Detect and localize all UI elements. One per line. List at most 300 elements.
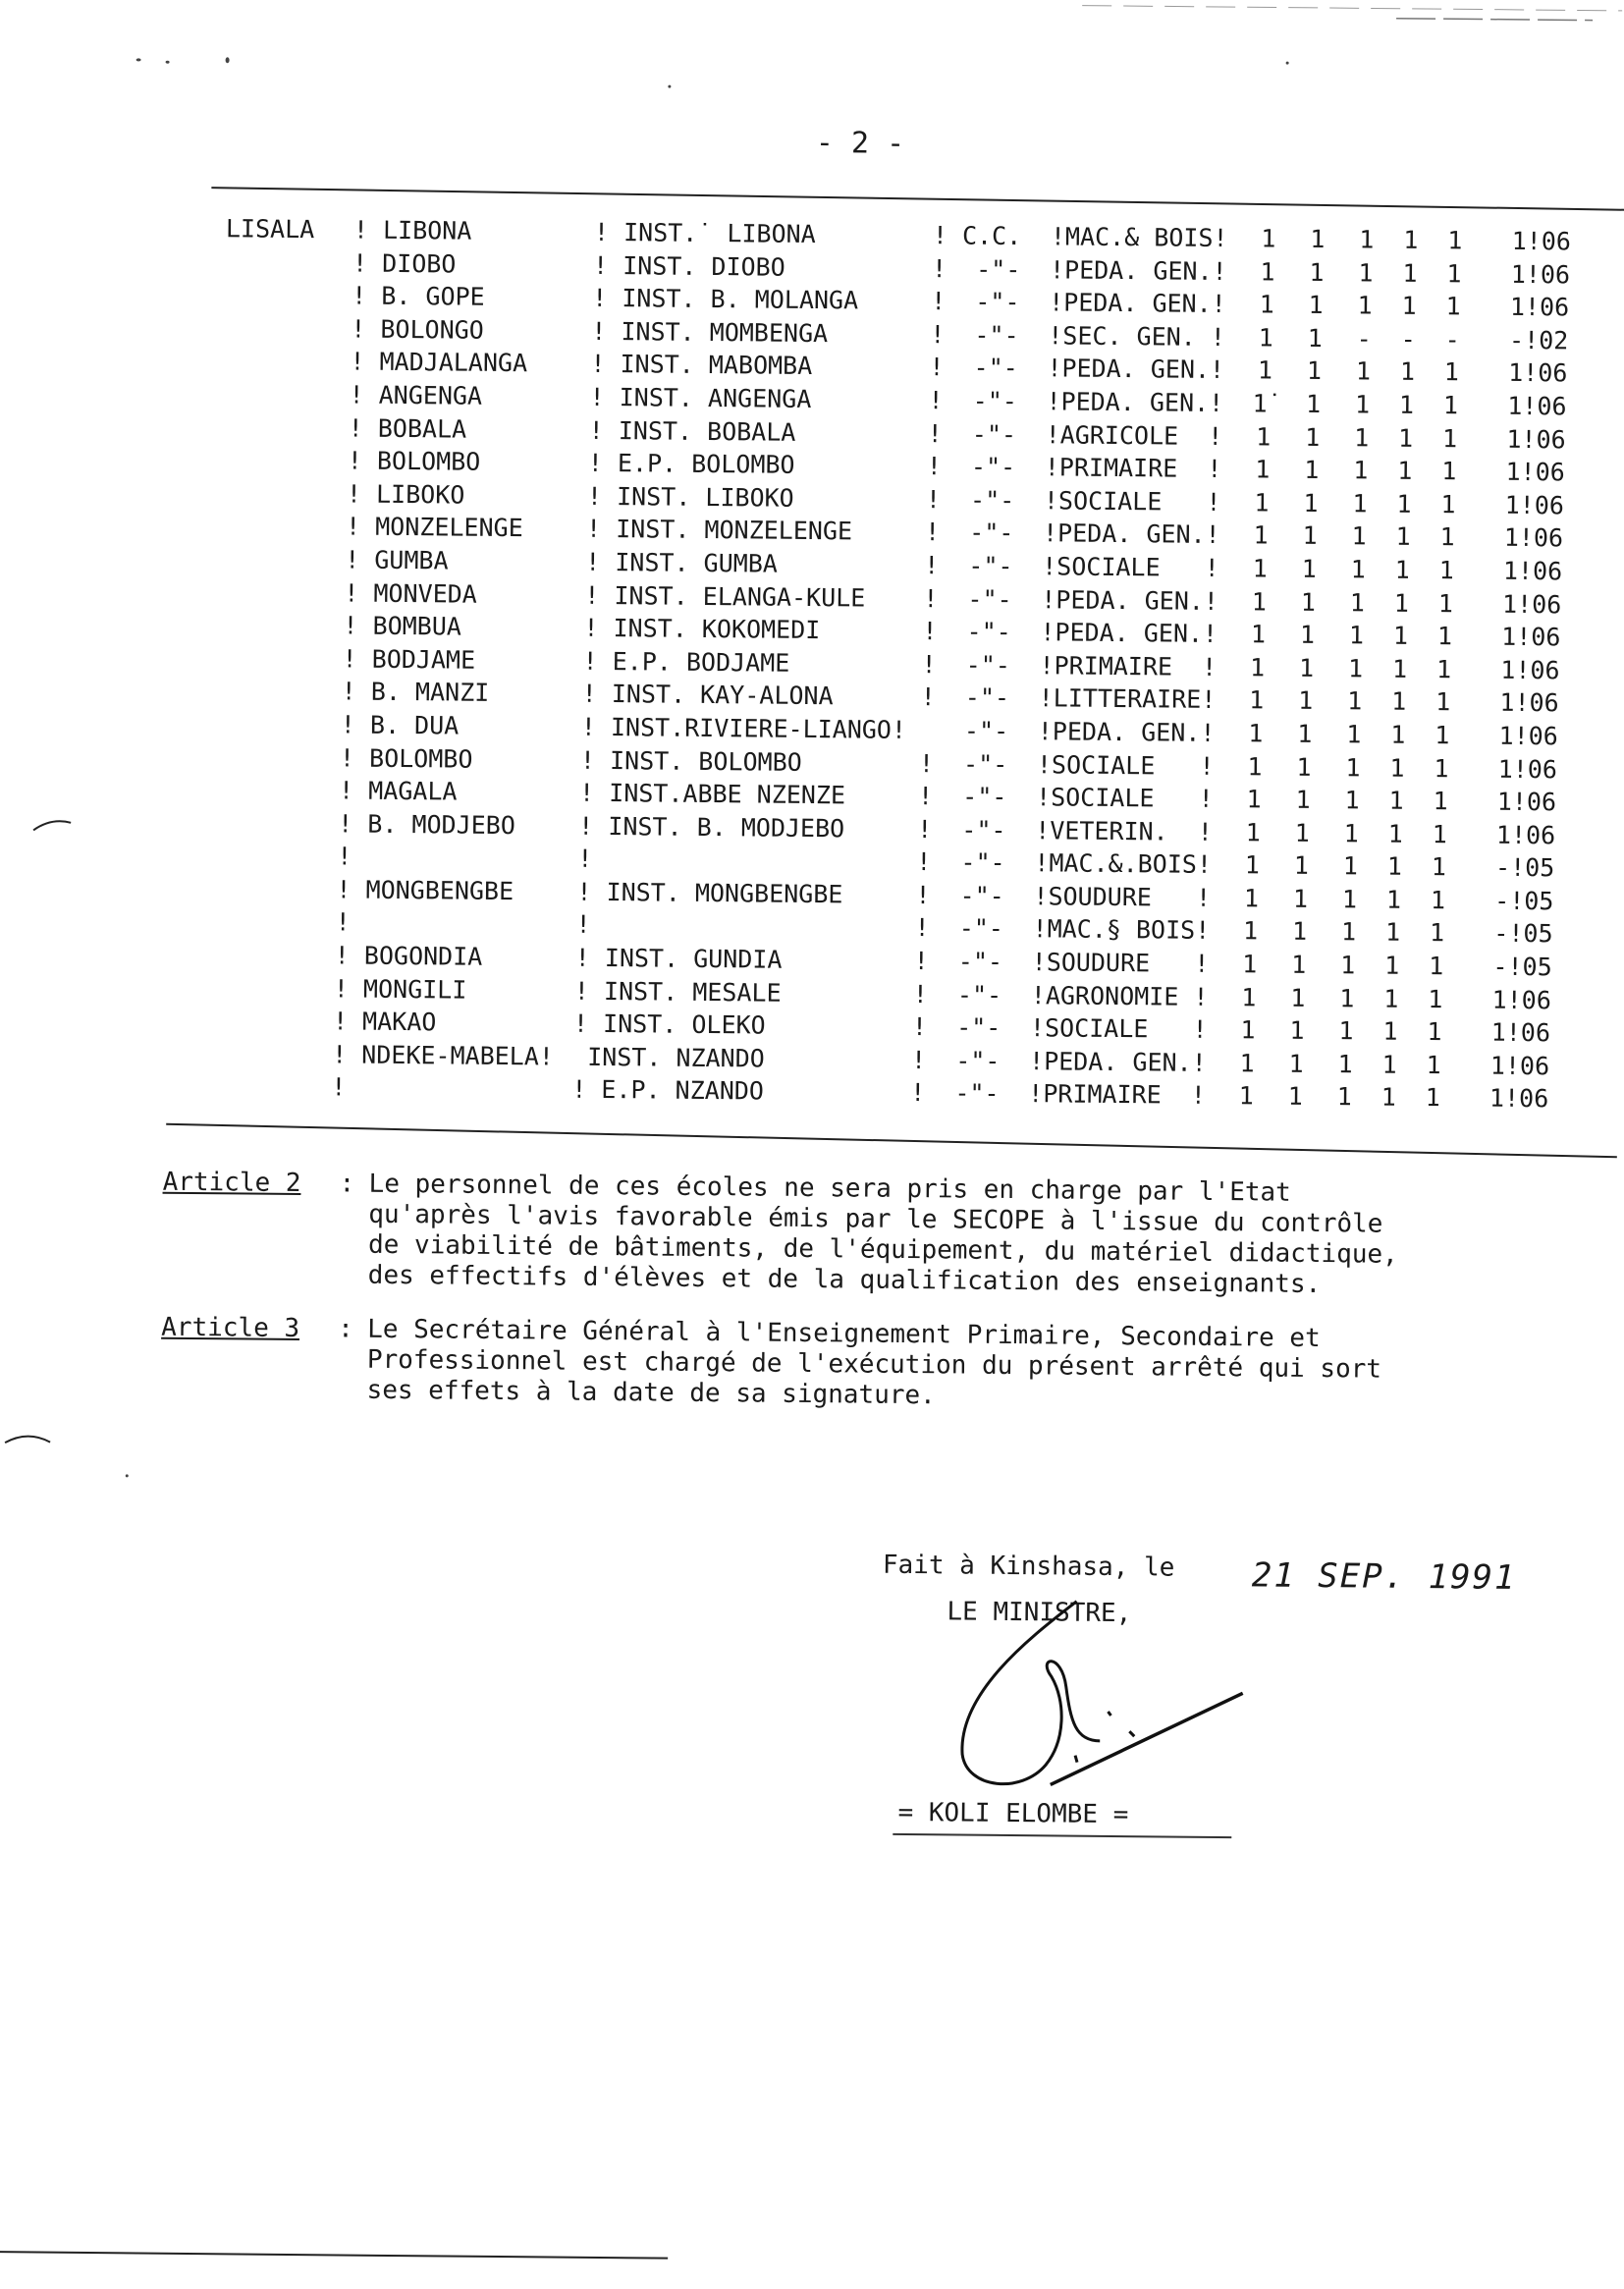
class-count-cell: 1 xyxy=(1441,290,1465,323)
class-count-cell: 1 xyxy=(1385,751,1409,785)
total-cell: 1!06 xyxy=(1483,390,1566,423)
article-line: qu'après l'avis favorable émis par le SECOPE à l'issue du contrôle xyxy=(368,1200,1448,1241)
class-count-cell: 1˙ xyxy=(1252,387,1275,420)
class-count-cell: 1 xyxy=(1343,685,1367,719)
section-cell: !SOCIALE ! xyxy=(1044,484,1221,518)
type-cell: ! -"- xyxy=(931,285,1020,318)
class-count-cell: 1 xyxy=(1235,1047,1259,1080)
type-cell: ! -"- xyxy=(917,813,1006,846)
school-cell: ! INST. KOKOMEDI xyxy=(583,612,820,647)
locality-cell: ! LIBONA xyxy=(353,214,472,248)
footer-rule xyxy=(0,2251,668,2260)
class-count-cell: 1 xyxy=(1254,321,1277,354)
total-cell: 1!06 xyxy=(1468,983,1551,1016)
class-count-cell: 1 xyxy=(1290,816,1314,849)
total-cell: 1!06 xyxy=(1482,456,1565,489)
signatory-title: LE MINISTRE, xyxy=(947,1597,1131,1628)
class-count-cell: 1 xyxy=(1283,1080,1307,1114)
class-count-cell: 1 xyxy=(1350,388,1374,421)
class-count-cell: 1 xyxy=(1346,553,1370,586)
total-cell: 1!06 xyxy=(1476,686,1559,720)
class-count-cell: 1 xyxy=(1350,421,1374,455)
class-count-cell: 1 xyxy=(1386,719,1410,752)
class-count-cell: 1 xyxy=(1246,618,1270,651)
class-count-cell: 1 xyxy=(1399,224,1423,257)
class-count-cell: 1 xyxy=(1306,223,1329,256)
section-cell: !PEDA. GEN.! xyxy=(1050,253,1227,288)
article-line: ses effets à la date de sa signature. xyxy=(366,1376,1446,1417)
section-cell: !MAC.& BOIS! xyxy=(1051,220,1228,254)
class-count-cell: 1 xyxy=(1301,420,1325,454)
school-cell: ! INST. DIOBO xyxy=(593,248,785,283)
class-count-cell: 1 xyxy=(1293,718,1317,751)
page-number: - 2 - xyxy=(816,126,905,161)
type-cell: ! -"- xyxy=(924,549,1013,582)
school-cell: ! E.P. BOLOMBO xyxy=(588,447,795,482)
school-cell: ! INST. BOBALA xyxy=(589,413,796,449)
class-count-cell: 1 xyxy=(1379,1015,1402,1049)
class-count-cell: 1 xyxy=(1253,354,1276,388)
locality-cell: ! MONZELENGE xyxy=(346,511,523,545)
schools-table xyxy=(217,212,226,1103)
article-2 xyxy=(162,1168,1449,1302)
class-count-cell: 1 xyxy=(1286,981,1310,1014)
type-cell: ! -"- xyxy=(916,845,1005,879)
class-count-cell: 1 xyxy=(1436,488,1460,521)
section-cell: !PEDA. GEN.! xyxy=(1046,385,1223,419)
locality-cell: ! MONVEDA xyxy=(344,576,477,611)
section-cell: !SOUDURE ! xyxy=(1033,880,1211,914)
school-cell: ! INST.ABBE NZENZE xyxy=(579,777,845,812)
class-count-cell: 1 xyxy=(1300,454,1324,487)
class-count-cell: 1 xyxy=(1336,949,1360,982)
locality-cell: ! MAGALA xyxy=(339,774,458,808)
type-cell: ! -"- xyxy=(923,582,1012,616)
section-cell: !VETERIN. ! xyxy=(1035,814,1213,848)
total-cell: -!05 xyxy=(1469,917,1552,951)
total-cell: 1!06 xyxy=(1472,818,1555,851)
total-cell: -!05 xyxy=(1470,884,1553,917)
class-count-cell: 1 xyxy=(1251,453,1274,486)
class-count-cell: 1 xyxy=(1298,519,1322,553)
class-count-cell: 1 xyxy=(1422,1049,1445,1082)
class-count-cell: 1 xyxy=(1377,1081,1400,1115)
class-count-cell: 1 xyxy=(1234,1080,1258,1114)
class-count-cell: 1 xyxy=(1394,389,1418,422)
class-count-cell: 1 xyxy=(1430,752,1453,786)
class-count-cell: 1 xyxy=(1296,585,1320,619)
class-count-cell: 1 xyxy=(1347,520,1371,554)
class-count-cell: 1 xyxy=(1257,222,1280,255)
class-count-cell: 1 xyxy=(1342,718,1366,751)
class-count-cell: 1 xyxy=(1295,619,1319,652)
locality-cell: ! BOLOMBO xyxy=(348,445,481,479)
total-cell: 1!06 xyxy=(1465,1082,1548,1116)
class-count-cell: 1 xyxy=(1382,850,1406,884)
class-count-cell: 1 xyxy=(1288,883,1312,916)
class-count-cell: 1 xyxy=(1237,981,1261,1014)
class-count-cell: 1 xyxy=(1427,850,1450,884)
school-cell: ! INST. MESALE xyxy=(574,974,782,1009)
type-cell: ! -"- xyxy=(913,978,1002,1011)
locality-cell: ! GUMBA xyxy=(345,543,449,577)
locality-cell: ! xyxy=(335,906,350,940)
article-colon: : xyxy=(337,1314,367,1405)
class-count-cell: 1 xyxy=(1341,751,1365,785)
class-count-cell: - xyxy=(1352,322,1376,355)
locality-cell: ! BOLOMBO xyxy=(340,741,473,776)
locality-cell: ! xyxy=(337,841,352,874)
class-count-cell: 1 xyxy=(1242,783,1266,816)
class-count-cell: 1 xyxy=(1398,256,1422,290)
class-count-cell: 1 xyxy=(1236,1013,1260,1047)
class-count-cell: 1 xyxy=(1425,950,1448,983)
class-count-cell: 1 xyxy=(1389,586,1413,620)
article-line: Le personnel de ces écoles ne sera pris en charge par l'Etat xyxy=(368,1170,1448,1211)
class-count-cell: 1 xyxy=(1303,322,1326,355)
class-count-cell: 1 xyxy=(1421,1081,1444,1115)
section-cell: !PEDA. GEN.! xyxy=(1038,715,1216,749)
table-top-rule xyxy=(211,187,1624,211)
signatory-name: = KOLI ELOMBE = xyxy=(897,1798,1128,1829)
type-cell: ! -"- xyxy=(928,417,1017,451)
class-count-cell: 1 xyxy=(1344,619,1368,652)
locality-cell: ! MONGBENGBE xyxy=(336,873,514,907)
type-cell: ! C.C. xyxy=(933,219,1022,252)
type-cell: ! -"- xyxy=(918,780,1007,813)
class-count-cell: 1 xyxy=(1336,916,1360,950)
class-count-cell: 1 xyxy=(1434,587,1457,621)
school-cell: ! xyxy=(575,908,590,942)
type-cell: ! -"- xyxy=(914,945,1003,978)
class-count-cell: 1 xyxy=(1387,685,1411,719)
class-count-cell: 1 xyxy=(1438,389,1462,422)
article-label: Article 2 xyxy=(162,1168,340,1291)
class-count-cell: 1 xyxy=(1338,849,1362,883)
school-cell: ! INST. MABOMBA xyxy=(590,348,812,383)
section-cell: !SOCIALE ! xyxy=(1030,1011,1208,1046)
locality-cell: ! B. MODJEBO xyxy=(338,807,515,842)
type-cell: -"- xyxy=(920,714,1009,747)
class-count-cell: 1 xyxy=(1302,354,1326,388)
type-cell: ! -"- xyxy=(927,450,1016,483)
class-count-cell: 1 xyxy=(1378,1048,1401,1081)
class-count-cell: 1 xyxy=(1397,290,1421,323)
class-count-cell: 1 xyxy=(1432,653,1455,686)
class-count-cell: 1 xyxy=(1252,420,1275,454)
total-cell: 1!06 xyxy=(1478,587,1561,621)
class-count-cell: 1 xyxy=(1426,884,1449,917)
class-count-cell: 1 xyxy=(1285,1014,1309,1048)
class-count-cell: 1 xyxy=(1353,289,1377,322)
total-cell: 1!06 xyxy=(1484,356,1567,390)
locality-cell: ! MAKAO xyxy=(333,1006,437,1040)
type-cell: ! -"- xyxy=(929,352,1018,385)
class-count-cell: 1 xyxy=(1333,1048,1357,1081)
section-cell: !SOCIALE ! xyxy=(1042,550,1219,584)
class-count-cell: 1 xyxy=(1437,455,1461,488)
stamped-date: 21 SEP. 1991 xyxy=(1252,1555,1517,1598)
school-cell: ! INST. B. MODJEBO xyxy=(578,809,844,845)
signatory-underline xyxy=(893,1833,1231,1838)
locality-cell: ! BODJAME xyxy=(342,642,475,677)
locality-cell: ! B. DUA xyxy=(341,708,460,742)
class-count-cell: 1 xyxy=(1428,818,1451,851)
class-count-cell: 1 xyxy=(1287,915,1311,949)
type-cell: ! -"- xyxy=(911,1044,1001,1077)
class-count-cell: 1 xyxy=(1431,719,1454,752)
class-count-cell: 1 xyxy=(1335,982,1359,1015)
class-count-cell: 1 xyxy=(1345,586,1369,620)
section-cell: !PEDA. GEN.! xyxy=(1047,353,1224,387)
total-cell: -!02 xyxy=(1485,323,1568,356)
school-cell: ! INST. LIBOKO xyxy=(587,480,794,516)
article-line: Professionnel est chargé de l'exécution du présent arrêté qui sort xyxy=(367,1345,1447,1387)
class-count-cell: 1 xyxy=(1243,750,1267,784)
class-count-cell: 1 xyxy=(1424,983,1447,1016)
class-count-cell: 1 xyxy=(1390,554,1414,587)
class-count-cell: 1 xyxy=(1425,916,1448,950)
class-count-cell: 1 xyxy=(1256,255,1279,289)
locality-cell: ! BOLONGO xyxy=(351,312,484,347)
type-cell: ! -"- xyxy=(932,252,1021,286)
locality-cell: ! MONGILI xyxy=(334,972,467,1007)
total-cell: 1!06 xyxy=(1474,752,1557,786)
signing-place: Fait à Kinshasa, le xyxy=(883,1551,1175,1583)
section-cell: !MAC.&.BOIS! xyxy=(1034,846,1212,881)
locality-cell: ! ANGENGA xyxy=(349,378,482,412)
section-cell: !AGRONOMIE ! xyxy=(1031,979,1209,1013)
class-count-cell: 1 xyxy=(1291,784,1315,817)
class-count-cell: 1 xyxy=(1435,554,1458,587)
type-cell: ! -"- xyxy=(912,1010,1001,1044)
class-count-cell: 1 xyxy=(1245,684,1269,718)
type-cell: ! -"- xyxy=(930,318,1019,352)
class-count-cell: 1 xyxy=(1292,750,1316,784)
total-cell: -!05 xyxy=(1469,951,1552,984)
school-cell: ! INST. B. MOLANGA xyxy=(592,282,858,317)
class-count-cell: 1 xyxy=(1240,849,1264,883)
school-cell: ! E.P. NZANDO xyxy=(571,1073,764,1108)
class-count-cell: 1 xyxy=(1284,1048,1308,1081)
class-count-cell: 1 xyxy=(1297,553,1321,586)
class-count-cell: 1 xyxy=(1433,620,1456,653)
section-cell: !LITTERAIRE! xyxy=(1039,682,1217,717)
class-count-cell: 1 xyxy=(1351,355,1375,389)
articles-section xyxy=(160,1168,1448,1441)
total-cell: 1!06 xyxy=(1473,786,1556,819)
class-count-cell: 1 xyxy=(1423,1015,1446,1049)
class-count-cell: 1 xyxy=(1383,817,1407,850)
total-cell: 1!06 xyxy=(1486,291,1569,324)
class-count-cell: 1 xyxy=(1387,652,1411,685)
total-cell: 1!06 xyxy=(1488,225,1571,258)
section-cell: !SOCIALE ! xyxy=(1037,748,1215,783)
class-count-cell: 1 xyxy=(1380,950,1404,983)
article-line: de viabilité de bâtiments, de l'équipement, du matériel didactique, xyxy=(368,1230,1448,1272)
type-cell: ! -"- xyxy=(921,681,1010,714)
school-cell: ! E.P. BODJAME xyxy=(582,644,789,680)
article-text xyxy=(368,1170,1449,1302)
class-count-cell: 1 xyxy=(1380,916,1404,950)
class-count-cell: 1 xyxy=(1438,422,1462,456)
class-count-cell: 1 xyxy=(1250,486,1273,519)
type-cell: ! -"- xyxy=(919,747,1008,781)
class-count-cell: 1 xyxy=(1248,552,1272,585)
district-name: LISALA xyxy=(226,212,315,245)
section-cell: !SOUDURE ! xyxy=(1032,946,1210,980)
type-cell: ! -"- xyxy=(915,879,1004,912)
school-cell: ! INST.RIVIERE-LIANGO! xyxy=(581,711,906,747)
class-count-cell: 1 xyxy=(1355,223,1379,256)
article-line: Le Secrétaire Général à l'Enseignement Primaire, Secondaire et xyxy=(367,1315,1447,1356)
total-cell: 1!06 xyxy=(1480,521,1563,555)
class-count-cell: 1 xyxy=(1287,949,1311,982)
locality-cell: ! BOGONDIA xyxy=(335,939,483,973)
class-count-cell: 1 xyxy=(1299,487,1323,520)
class-count-cell: - xyxy=(1396,323,1420,356)
class-count-cell: 1 xyxy=(1432,685,1455,719)
class-count-cell: - xyxy=(1440,323,1464,356)
type-cell: ! -"- xyxy=(921,648,1010,681)
class-count-cell: 1 xyxy=(1391,520,1415,554)
class-count-cell: 1 xyxy=(1334,1014,1358,1048)
section-cell: !PRIMAIRE ! xyxy=(1039,649,1217,683)
class-count-cell: 1 xyxy=(1343,652,1367,685)
class-count-cell: 1 xyxy=(1354,256,1378,290)
table-body xyxy=(217,212,226,1103)
margin-hook-mark xyxy=(31,812,90,843)
total-cell: 1!06 xyxy=(1467,1016,1550,1050)
handwritten-signature xyxy=(928,1592,1264,1811)
school-cell: ! INST. ANGENGA xyxy=(589,381,811,416)
class-count-cell: 1 xyxy=(1238,915,1262,949)
total-cell: 1!06 xyxy=(1481,488,1564,521)
class-count-cell: 1 xyxy=(1339,817,1363,850)
class-count-cell: 1 xyxy=(1348,487,1372,520)
class-count-cell: 1 xyxy=(1349,454,1373,487)
class-count-cell: 1 xyxy=(1435,520,1459,554)
class-count-cell: 1 xyxy=(1429,785,1452,818)
type-cell: ! -"- xyxy=(926,483,1015,517)
school-cell: ! INST.˙ LIBONA xyxy=(594,216,816,251)
total-cell: 1!06 xyxy=(1466,1049,1549,1082)
school-cell: ! INST. BOLOMBO xyxy=(580,743,802,779)
type-cell: ! -"- xyxy=(910,1076,1000,1110)
class-count-cell: 1 xyxy=(1245,651,1269,684)
class-count-cell: 1 xyxy=(1384,785,1408,818)
type-cell: ! -"- xyxy=(922,615,1011,648)
school-cell: ! INST. KAY-ALONA xyxy=(582,678,834,713)
school-cell: ! INST. MOMBENGA xyxy=(591,315,828,351)
class-count-cell: 1 xyxy=(1255,289,1278,322)
class-count-cell: 1 xyxy=(1301,388,1325,421)
margin-hook-mark xyxy=(3,1428,62,1458)
class-count-cell: 1 xyxy=(1332,1081,1356,1115)
school-cell: ! INST. GUMBA xyxy=(585,546,778,580)
section-cell: !PRIMAIRE ! xyxy=(1028,1078,1206,1113)
total-cell: -!05 xyxy=(1471,851,1554,885)
section-cell: !MAC.§ BOIS! xyxy=(1032,913,1210,948)
locality-cell: ! MADJALANGA xyxy=(350,346,527,380)
class-count-cell: 1 xyxy=(1241,816,1265,849)
class-count-cell: 1 xyxy=(1395,355,1419,389)
section-cell: !PEDA. GEN.! xyxy=(1040,616,1218,650)
total-cell: 1!06 xyxy=(1487,257,1570,291)
section-cell: !PEDA. GEN.! xyxy=(1041,583,1218,618)
class-count-cell: 1 xyxy=(1247,585,1271,619)
section-cell: !SOCIALE ! xyxy=(1036,781,1214,815)
class-count-cell: 1 xyxy=(1381,883,1405,916)
class-count-cell: 1 xyxy=(1393,455,1417,488)
type-cell: ! -"- xyxy=(925,516,1014,549)
class-count-cell: 1 xyxy=(1388,620,1412,653)
total-cell: 1!06 xyxy=(1479,554,1562,587)
total-cell: 1!06 xyxy=(1475,719,1558,752)
total-cell: 1!06 xyxy=(1477,621,1560,654)
class-count-cell: 1 xyxy=(1443,224,1467,257)
section-cell: !SEC. GEN. ! xyxy=(1048,319,1225,354)
scan-edge-marks xyxy=(2,0,1624,67)
class-count-cell: 1 xyxy=(1394,421,1418,455)
school-cell: ! INST. OLEKO xyxy=(573,1008,766,1042)
section-cell: !AGRICOLE ! xyxy=(1046,418,1223,453)
section-cell: !PEDA. GEN.! xyxy=(1049,287,1226,321)
school-cell: ! INST. MONGBENGBE xyxy=(576,876,842,911)
article-colon: : xyxy=(339,1169,369,1290)
class-count-cell: 1 xyxy=(1337,883,1361,916)
class-count-cell: 1 xyxy=(1294,651,1318,684)
locality-cell: ! NDEKE-MABELA! xyxy=(332,1038,554,1073)
article-label: Article 3 xyxy=(160,1313,338,1406)
school-cell: ! INST. ELANGA-KULE xyxy=(584,578,865,614)
section-cell: !PEDA. GEN.! xyxy=(1029,1045,1207,1079)
type-cell: ! -"- xyxy=(914,912,1003,946)
school-cell: ! xyxy=(577,843,592,876)
locality-cell: ! B. GOPE xyxy=(352,280,485,314)
school-cell: ! INST. GUNDIA xyxy=(575,942,783,977)
section-cell: !PRIMAIRE ! xyxy=(1045,451,1222,485)
article-3 xyxy=(160,1313,1447,1417)
class-count-cell: 1 xyxy=(1439,356,1463,390)
class-count-cell: 1 xyxy=(1244,717,1268,750)
type-cell: ! -"- xyxy=(928,384,1017,417)
locality-cell: ! LIBOKO xyxy=(347,477,465,512)
class-count-cell: 1 xyxy=(1238,948,1262,981)
total-cell: 1!06 xyxy=(1483,422,1566,456)
article-text xyxy=(366,1315,1447,1417)
table-bottom-rule xyxy=(166,1123,1617,1159)
class-count-cell: 1 xyxy=(1340,784,1364,817)
class-count-cell: 1 xyxy=(1289,849,1313,883)
class-count-cell: 1 xyxy=(1249,519,1272,553)
locality-cell: ! DIOBO xyxy=(352,246,457,281)
locality-cell: ! xyxy=(331,1071,346,1105)
class-count-cell: 1 xyxy=(1392,487,1416,520)
school-cell: INST. NZANDO xyxy=(572,1041,765,1075)
class-count-cell: 1 xyxy=(1305,255,1328,289)
section-cell: !PEDA. GEN.! xyxy=(1043,518,1220,552)
class-count-cell: 1 xyxy=(1304,289,1327,322)
class-count-cell: 1 xyxy=(1442,257,1466,291)
total-cell: 1!06 xyxy=(1476,653,1559,686)
class-count-cell: 1 xyxy=(1380,982,1403,1015)
school-cell: ! INST. MONZELENGE xyxy=(586,513,852,548)
locality-cell: ! BOMBUA xyxy=(343,610,461,644)
locality-cell: ! BOBALA xyxy=(349,411,467,446)
class-count-cell: 1 xyxy=(1239,882,1263,915)
article-line: des effectifs d'élèves et de la qualification des enseignants. xyxy=(368,1261,1448,1302)
